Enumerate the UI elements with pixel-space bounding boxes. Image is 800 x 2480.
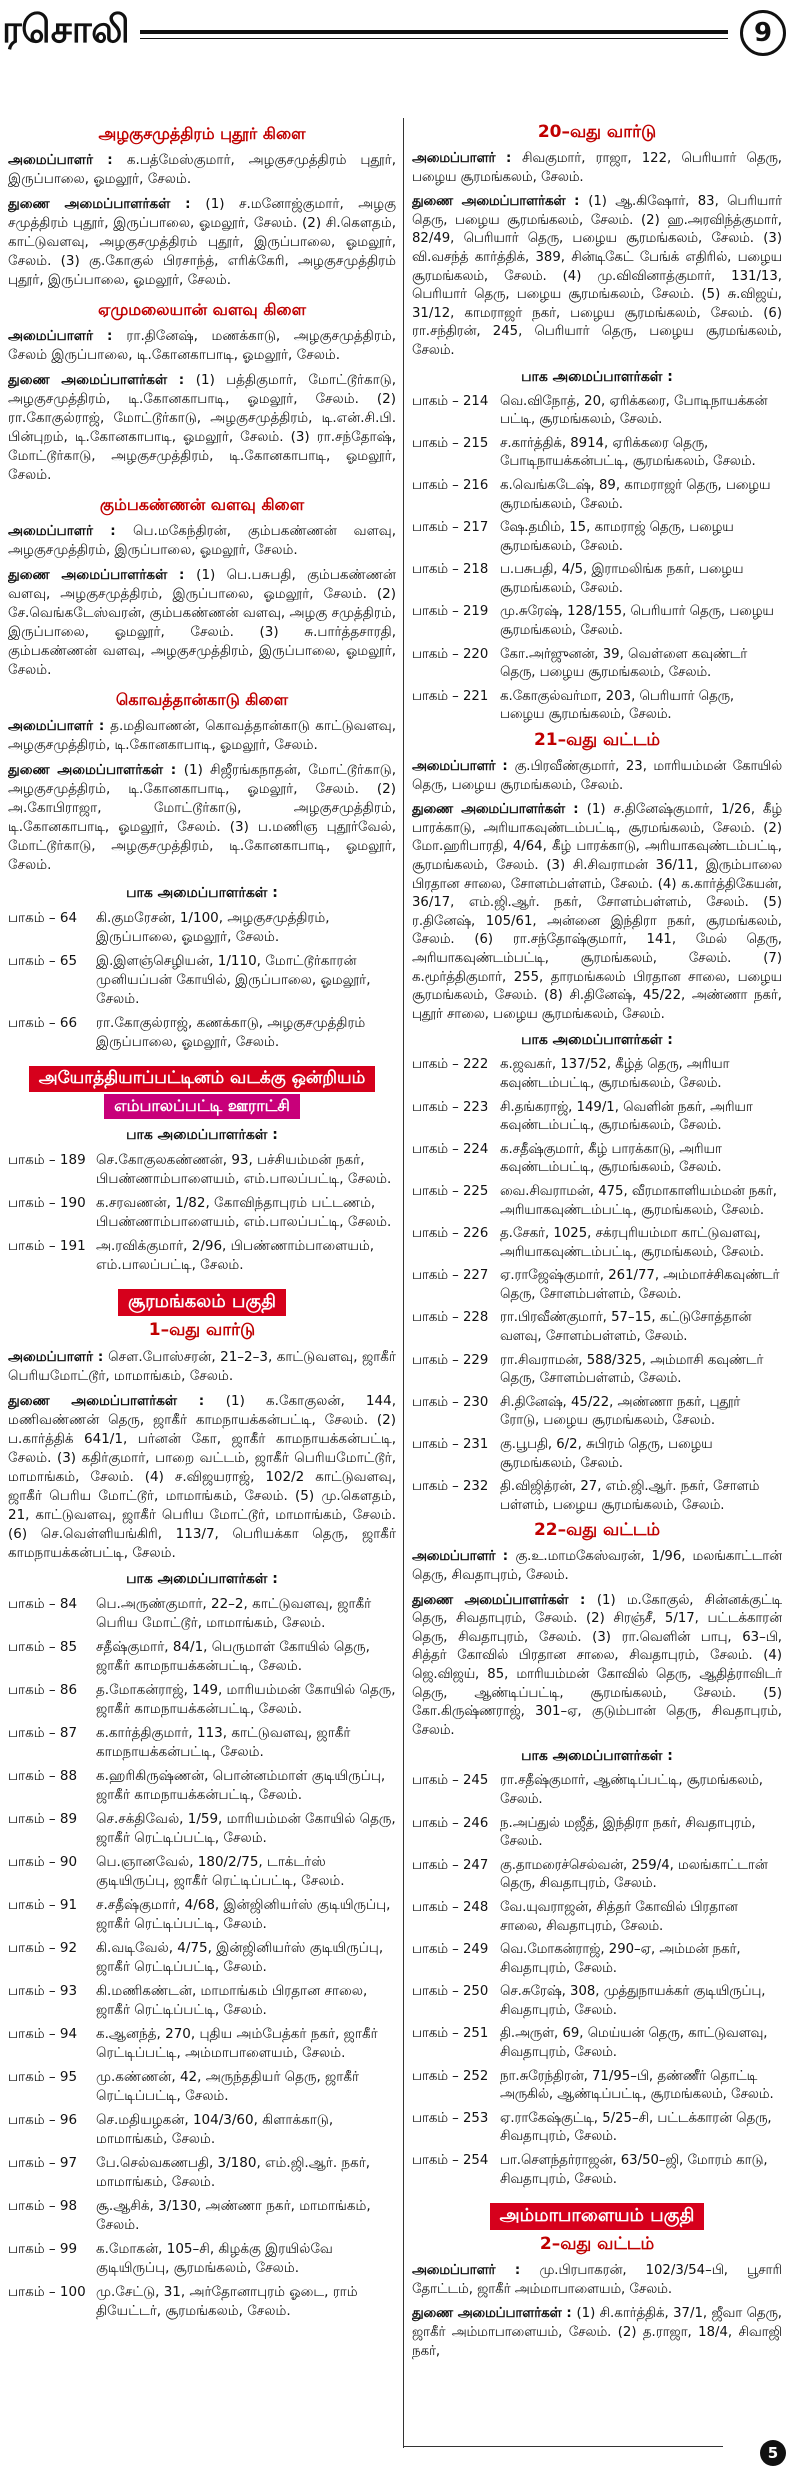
booth-number: பாகம் – 97: [8, 2155, 78, 2171]
booth-row: [412, 2152, 782, 2189]
booth-organizer: ரா.சிவராமன், 588/325, அம்மாசி கவுண்டர் தெரு, சோளம்பள்ளம், சேலம்.: [500, 1352, 764, 1387]
booth-organizer: ரா.கோகுல்ராஜ், கணக்காடு, அழகுசமுத்திரம் இருப்பாலை, ஓமலூர், சேலம்.: [96, 1015, 366, 1050]
booth-organizer: க.மோகன், 105–சி, கிழக்கு இரயில்வே குடியிருப்பு, சூரமங்கலம், சேலம்.: [96, 2241, 333, 2276]
left-column: [8, 118, 396, 2438]
booth-row: [412, 1099, 782, 1136]
officer-paragraph: [412, 1592, 782, 1741]
officer-details: (1) ச.மனோஜ்குமார், அழகு சமுத்திரம் புதூர், இருப்பாலை, ஓமலூர், சேலம். (2) சி.கௌதம், காட்டுவளவு, அழகுசமுத்திரம் புதூர், இருப்பாலை, ஓமலூர், சேலம். (3) கு.கோகுல் பிரசாந்த், எரிக்கேரி, அழகுசமுத்திரம் புதூர், இருப்பாலை, ஓமலூர், சேலம்.: [8, 196, 396, 288]
booth-number: பாகம் – 217: [412, 520, 489, 536]
booth-row: [8, 2068, 396, 2106]
booth-row: [8, 2154, 396, 2192]
officer-details: (1) ஆ.கிஷோர், 83, பெரியார் தெரு, பழைய சூரமங்கலம், சேலம். (2) ஹ.அரவிந்த்குமார், 82/49, பெரியார் தெரு, பழைய சூரமங்கலம், சேலம். (3) வி.வசந்த் கார்த்திக், 389, சின்டிகேட் பேங்க் எதிரில், பழைய சூரமங்கலம், சேலம். (4) மு.விவினாத்குமார், 131/13, பெரியார் தெரு, பழைய சூரமங்கலம், சேலம். (5) சு.விஜய், 31/12, காமராஜர் நகர், பழைய சூரமங்கலம், சேலம். (6) ரா.சந்திரன், 245, பெரியார் தெரு, பழைய சூரமங்கலம், சேலம்.: [412, 194, 782, 358]
booth-number: பாகம் – 93: [8, 1983, 78, 1999]
officer-role-label: துணை அமைப்பாளர்கள் :: [412, 802, 587, 818]
booth-row: [8, 1853, 396, 1891]
booth-number: பாகம் – 95: [8, 2069, 78, 2085]
booth-organizer: வெ.விநோத், 20, ஏரிக்கரை, போடிநாயக்கன் பட்டி, சூரமங்கலம், சேலம்.: [500, 393, 768, 428]
booth-organizer: ஏ.ராகேஷ்குட்டி, 5/25–சி, பட்டக்காரன் தெரு, சிவதாபுரம், சேலம்.: [500, 2110, 772, 2145]
booth-number: பாகம் – 191: [8, 1238, 86, 1254]
officer-role-label: துணை அமைப்பாளர்கள் :: [8, 372, 196, 388]
booth-number: பாகம் – 214: [412, 393, 489, 409]
booth-number: பாகம் – 66: [8, 1015, 78, 1031]
booth-organizer: வை.சிவராமன், 475, வீரமாகாளியம்மன் நகர், அரியாகவுண்டம்பட்டி, சூரமங்கலம், சேலம்.: [500, 1183, 777, 1218]
booth-organizer: ரா.பிரவீண்குமார், 57–15, கட்டுசோத்தான் வளவு, சோளம்பள்ளம், சேலம்.: [500, 1310, 752, 1345]
officer-role-label: துணை அமைப்பாளர்கள் :: [412, 194, 589, 210]
booth-organizer: ந.அப்துல் மஜீத், இந்திரா நகர், சிவதாபுரம், சேலம்.: [500, 1815, 756, 1850]
branch-section: [8, 690, 396, 875]
branch-title: அழகுசமுத்திரம் புதூர் கிளை: [98, 124, 306, 143]
booth-organizer: சி.தங்கராஜ், 149/1, வெளின் நகர், அரியா கவுண்டம்பட்டி, சூரமங்கலம், சேலம்.: [500, 1099, 753, 1134]
officer-details: (1) ம.கோகுல், சின்னக்குட்டி தெரு, சிவதாபுரம், சேலம். (2) சிரஞ்சீ, 5/17, பட்டக்காரன் தெரு, சிவதாபுரம், சேலம். (3) ரா.வெளின் பாபு, 63–பி, சித்தர் கோவில் பிரதான சாலை, சிவதாபுரம், சேலம். (4) ஜெ.விஜய், 85, மாரியம்மன் கோவில் தெரு, ஆதித்ராவிடர் தெரு, ஆண்டிப்பட்டி, சூரமங்கலம், சேலம். (5) கோ.கிருஷ்ணராஜ், 301–ஏ, குடும்பான் தெரு, சிவதாபுரம், சேலம்.: [412, 1592, 782, 1738]
booth-organizer: க.சரவணன், 1/82, கோவிந்தாபுரம் பட்டணம், பிபண்ணாம்பாளையம், எம்.பாலப்பட்டி, சேலம்.: [96, 1195, 392, 1230]
officer-paragraph: [8, 1392, 396, 1563]
officer-paragraph: [412, 193, 782, 360]
booth-organizer: ச.கார்த்திக், 8914, ஏரிக்கரை தெரு, போடிநாயக்கன்பட்டி, சூரமங்கலம், சேலம்.: [500, 435, 756, 470]
booth-organizer: செ.சக்திவேல், 1/59, மாரியம்மன் கோயில் தெரு, ஜாகீர் ரெட்டிப்பட்டி, சேலம்.: [96, 1811, 396, 1846]
booth-organizer: கோ.அர்ஜுனன், 39, வெள்ளை கவுண்டர் தெரு, பழைய சூரமங்கலம், சேலம்.: [500, 646, 748, 681]
booth-row: [412, 1899, 782, 1936]
officer-role-label: அமைப்பாளர் :: [8, 328, 127, 344]
officer-role-label: துணை அமைப்பாளர்கள் :: [412, 1592, 597, 1608]
booth-row: [412, 1309, 782, 1346]
booth-number: பாகம் – 254: [412, 2153, 489, 2169]
booth-row: [8, 1939, 396, 1977]
booth-row: [412, 646, 782, 683]
officer-paragraph: [8, 717, 396, 755]
booth-number: பாகம் – 89: [8, 1811, 78, 1827]
officer-role-label: அமைப்பாளர் :: [412, 759, 515, 775]
booth-number: பாகம் – 220: [412, 646, 489, 662]
booth-number: பாகம் – 85: [8, 1639, 78, 1655]
booth-number: பாகம் – 252: [412, 2068, 489, 2084]
footer-rule: [403, 2446, 723, 2447]
booth-row: [412, 1267, 782, 1304]
booth-number: பாகம் – 91: [8, 1897, 78, 1913]
branch-title: கொவத்தான்காடு கிளை: [115, 690, 289, 709]
officer-details: (1) சிஜீரங்கநாதன், மோட்டூர்காடு, அழகுசமுத்திரம், டி.கோனகாபாடி, ஓமலூர், சேலம். (2) அ.கோபிராஜா, மோட்டூர்காடு, அழகுசமுத்திரம், டி.கோனகாபாடி, ஓமலூர், சேலம். (3) ப.மணிஞ புதூர்வேல், மோட்டூர்காடு, அழகுசமுத்திரம், டி.கோனகாபாடி, ஓமலூர், சேலம்.: [8, 762, 396, 873]
booth-number: பாகம் – 251: [412, 2026, 489, 2042]
booth-organizer: க.ஹரிகிருஷ்ணன், பொன்னம்மாள் குடியிருப்பு, ஜாகீர் காமநாயக்கன்பட்டி, சேலம்.: [96, 1768, 386, 1803]
booth-organizer: பெ.ஞானவேல், 180/2/75, டாக்டர்ஸ் குடியிருப்பு, ஜாகீர் ரெட்டிப்பட்டி, சேலம்.: [96, 1854, 345, 1889]
officer-paragraph: [8, 151, 396, 189]
booth-number: பாகம் – 218: [412, 562, 489, 578]
booth-row: [8, 1595, 396, 1633]
booth-organizer: சதீஷ்குமார், 84/1, பெருமாள் கோயில் தெரு, ஜாகீர் காமநாயக்கன்பட்டி, சேலம்.: [96, 1639, 370, 1674]
ward-title: 22–வது வட்டம்: [533, 1520, 661, 1541]
branch-section: [8, 495, 396, 680]
booth-row: [412, 2110, 782, 2147]
booth-organizer: ரா.சதீஷ்குமார், ஆண்டிப்பட்டி, சூரமங்கலம், சேலம்.: [500, 1773, 763, 1807]
booth-number: பாகம் – 190: [8, 1195, 86, 1211]
booth-organizer: மு.கண்ணன், 42, அருந்ததியர் தெரு, ஜாகீர் ரெட்டிப்பட்டி, சேலம்.: [96, 2069, 360, 2104]
officer-details: (1) சி.கார்த்திக், 37/1, ஜீவா தெரு, ஜாகீர் அம்மாபாளையம், சேலம். (2) த.ராஜா, 18/4, சிவாஜி நகர்,: [412, 2306, 782, 2359]
booth-organizer: தி.விஜித்ரன், 27, எம்.ஜி.ஆர். நகர், சோளம் பள்ளம், பழைய சூரமங்கலம், சேலம்.: [500, 1479, 760, 1513]
booth-row: [8, 1638, 396, 1676]
booth-organizer: கி.வடிவேல், 4/75, இன்ஜினியர்ஸ் குடியிருப்பு, ஜாகீர் ரெட்டிப்பட்டி, சேலம்.: [96, 1940, 384, 1975]
branch-title: கும்பகண்ணன் வளவு கிளை: [99, 495, 305, 514]
area-banner: அம்மாபாளையம் பகுதி: [490, 2203, 705, 2230]
booth-organizer: க.கோகுல்வர்மா, 203, பெரியார் தெரு, பழைய சூரமங்கலம், சேலம்.: [500, 688, 735, 723]
booth-row: [412, 1056, 782, 1093]
officer-role-label: அமைப்பாளர் :: [412, 1549, 516, 1565]
area-banner: சூரமங்கலம் பகுதி: [118, 1289, 286, 1316]
booth-row: [8, 909, 396, 947]
booth-heading: பாக அமைப்பாளர்கள் :: [126, 885, 278, 901]
booth-number: பாகம் – 225: [412, 1183, 489, 1199]
booth-row: [8, 1681, 396, 1719]
officer-details: (1) பத்திகுமார், மோட்டூர்காடு, அழகுசமுத்திரம், டி.கோனகாபாடி, ஓமலூர், சேலம். (2) ரா.கோகுல்ராஜ், மோட்டூர்காடு, அழகுசமுத்திரம், டி.என்.சி.பி. பின்புறம், டி.கோனகாபாடி, ஓமலூர், சேலம். (3) ரா.சந்தோஷ், மோட்டூர்காடு, அழகுசமுத்திரம், டி.கோனகாபாடி, ஓமலூர், சேலம்.: [8, 372, 396, 483]
booth-number: பாகம் – 64: [8, 910, 78, 926]
booth-number: பாகம் – 229: [412, 1352, 489, 1368]
officer-paragraph: [412, 801, 782, 1024]
booth-organizer: வே.யுவராஜன், சித்தர் கோவில் பிரதான சாலை, சிவதாபுரம், சேலம்.: [500, 1899, 738, 1934]
booth-row: [412, 1352, 782, 1389]
booth-row: [8, 2197, 396, 2235]
booth-organizer: மு.சுரேஷ், 128/155, பெரியார் தெரு, பழைய சூரமங்கலம், சேலம்.: [500, 604, 774, 639]
officer-role-label: அமைப்பாளர் :: [8, 718, 111, 734]
branch-title: ஏமுமலையான் வளவு கிளை: [98, 300, 306, 319]
booth-number: பாகம் – 230: [412, 1394, 489, 1410]
page-header: [0, 0, 800, 70]
booth-heading: பாக அமைப்பாளர்கள் :: [126, 1571, 278, 1587]
booth-number: பாகம் – 232: [412, 1479, 489, 1495]
column-divider: [403, 118, 404, 2448]
officer-paragraph: [412, 758, 782, 795]
booth-organizer: ஷே.தமிம், 15, காமராஜ் தெரு, பழைய சூரமங்கலம், சேலம்.: [500, 520, 734, 554]
booth-organizer: க.வெங்கடேஷ், 89, காமராஜர் தெரு, பழைய சூரமங்கலம், சேலம்.: [500, 477, 771, 512]
booth-row: [412, 1225, 782, 1262]
booth-number: பாகம் – 86: [8, 1682, 78, 1698]
officer-details: (1) ச.தினேஷ்குமார், 1/26, கீழ் பாரக்காடு, அரியாகவுண்டம்பட்டி, சூரமங்கலம், சேலம். (2) மோ.ஹரிபாரதி, 4/64, கீழ் பாரக்காடு, அரியாகவுண்டம்பட்டி, சூரமங்கலம், சேலம். (3) சி.சிவராமன் 36/11, இரும்பாலை பிரதான சாலை, சோளம்பள்ளம், சேலம். (4) க.கார்த்திகேயன், 36/17, எம்.ஜி.ஆர். நகர், சோளம்பள்ளம், சேலம். (5) ர.தினேஷ், 105/61, அன்னை இந்திரா நகர், சூரமங்கலம், சேலம். (6) ரா.சந்தோஷ்குமார், 141, மேல் தெரு, அரியாகவுண்டம்பட்டி, சூரமங்கலம், சேலம். (7) க.மூர்த்திகுமார், 255, தாரமங்கலம் பிரதான சாலை, பழைய சூரமங்கலம், சேலம். (8) சி.தினேஷ், 45/22, அண்ணா நகர், புதூர் சாலை, பழைய சூரமங்கலம், சேலம்.: [412, 802, 782, 1022]
booth-row: [412, 1983, 782, 2020]
officer-details: கு.உ.மாமகேஸ்வரன், 1/96, மலங்காட்டான் தெரு, சிவதாபுரம், சேலம்.: [412, 1549, 782, 1583]
booth-row: [8, 1151, 396, 1189]
booth-row: [8, 1237, 396, 1275]
booth-number: பாகம் – 92: [8, 1940, 78, 1956]
booth-number: பாகம் – 231: [412, 1437, 489, 1453]
booth-organizer: க.ஆனந்த், 270, புதிய அம்பேத்கர் நகர், ஜாகீர் ரெட்டிப்பட்டி, அம்மாபாளையம், சேலம்.: [96, 2026, 378, 2061]
ward-title: 2–வது வட்டம்: [539, 2234, 655, 2255]
ward-title: 20–வது வார்டு: [537, 122, 657, 142]
booth-organizer: வெ.மோகன்ராஜ், 290–ஏ, அம்மன் நகர், சிவதாபுரம், சேலம்.: [500, 1942, 741, 1976]
officer-details: (1) க.கோகுலன், 144, மணிவண்ணன் தெரு, ஜாகீர் காமநாயக்கன்பட்டி, சேலம். (2) ப.கார்த்திக் 641/1, பர்னன் கோ, ஜாகீர் காமநாயக்கன்பட்டி, சேலம். (3) கதிர்குமார், பாறை வட்டம், ஜாகீர் பெரியமோட்டூர், மாமாங்கம், சேலம். (4) ச.விஜயராஜ், 102/2 காட்டுவளவு, ஜாகீர் பெரிய மோட்டூர், மாமாங்கம், சேலம். (5) மு.கௌதம், 21, காட்டுவளவு, ஜாகீர் பெரிய மோட்டூர், மாமாங்கம், சேலம். (6) செ.வெள்ளியங்கிரி, 113/7, பெரியக்கா தெரு, ஜாகீர் காமநாயக்கன்பட்டி, சேலம்.: [8, 1393, 396, 1561]
booth-row: [412, 1478, 782, 1515]
booth-row: [412, 1183, 782, 1220]
booth-number: பாகம் – 228: [412, 1310, 489, 1326]
officer-paragraph: [8, 566, 396, 680]
booth-row: [412, 1941, 782, 1978]
footer-page-marker: 5: [760, 2440, 786, 2466]
booth-number: பாகம் – 248: [412, 1899, 489, 1915]
booth-number: பாகம் – 246: [412, 1815, 489, 1831]
booth-organizer: பா.செளந்தர்ராஜன், 63/50–ஜி, மோரம் காடு, சிவதாபுரம், சேலம்.: [500, 2153, 768, 2187]
booth-organizer: ச.சதீஷ்குமார், 4/68, இன்ஜினியர்ஸ் குடியிருப்பு, ஜாகீர் ரெட்டிப்பட்டி, சேலம்.: [96, 1897, 391, 1932]
booth-organizer: மு.சேட்டு, 31, அர்தோனாபுரம் ஓடை, ராம் தியேட்டர், சூரமங்கலம், சேலம்.: [96, 2284, 358, 2319]
branch-section: [8, 124, 396, 290]
officer-paragraph: [8, 761, 396, 875]
booth-organizer: கி.குமரேசன், 1/100, அழகுசமுத்திரம், இருப்பாலை, ஓமலூர், சேலம்.: [96, 910, 330, 945]
officer-paragraph: [8, 371, 396, 485]
officer-role-label: துணை அமைப்பாளர்கள் :: [8, 567, 197, 583]
ward-title: 21–வது வட்டம்: [533, 730, 661, 751]
booth-row: [412, 561, 782, 598]
booth-organizer: செ.மதியழகன், 104/3/60, கிளாக்காடு, மாமாங்கம், சேலம்.: [96, 2112, 334, 2147]
booth-number: பாகம் – 65: [8, 953, 78, 969]
officer-paragraph: [8, 327, 396, 365]
booth-number: பாகம் – 250: [412, 1984, 489, 2000]
booth-heading: பாக அமைப்பாளர்கள் :: [521, 1032, 673, 1049]
officer-paragraph: [8, 1348, 396, 1386]
booth-row: [8, 1014, 396, 1052]
booth-row: [8, 1767, 396, 1805]
booth-heading: பாக அமைப்பாளர்கள் :: [521, 368, 673, 385]
officer-details: பெ.மகேந்திரன், கும்பகண்ணன் வளவு, அழகுசமுத்திரம், இருப்பாலை, ஓமலூர், சேலம்.: [8, 523, 396, 558]
officer-role-label: அமைப்பாளர் :: [412, 2263, 540, 2279]
officer-details: கு.பிரவீண்குமார், 23, மாரியம்மன் கோயில் தெரு, பழைய சூரமங்கலம், சேலம்.: [412, 759, 782, 793]
booth-organizer: செ.கோகுலகண்ணன், 93, பச்சியம்மன் நகர், பிபண்ணாம்பாளையம், எம்.பாலப்பட்டி, சேலம்.: [96, 1152, 392, 1187]
booth-organizer: க.ஜவகர், 137/52, கீழ்த் தெரு, அரியா கவுண்டம்பட்டி, சூரமங்கலம், சேலம்.: [500, 1057, 730, 1091]
officer-details: சௌ.போஸ்சரன், 21–2–3, காட்டுவளவு, ஜாகீர் பெரியமோட்டூர், மாமாங்கம், சேலம்.: [8, 1349, 396, 1384]
booth-organizer: கு.தாமரைச்செல்வன், 259/4, மலங்காட்டான் தெரு, சிவதாபுரம், சேலம்.: [500, 1857, 768, 1892]
officer-role-label: துணை அமைப்பாளர்கள் :: [8, 196, 206, 212]
booth-heading: பாக அமைப்பாளர்கள் :: [126, 1127, 278, 1143]
booth-number: பாகம் – 87: [8, 1725, 78, 1741]
masthead-title: ரசொலி: [2, 7, 130, 51]
booth-number: பாகம் – 245: [412, 1773, 489, 1789]
booth-number: பாகம் – 222: [412, 1057, 489, 1073]
officer-role-label: துணை அமைப்பாளர்கள் :: [412, 2306, 577, 2322]
booth-number: பாகம் – 215: [412, 435, 489, 451]
header-rule-thin: [140, 38, 728, 39]
booth-number: பாகம் – 221: [412, 688, 489, 704]
officer-paragraph: [412, 2262, 782, 2299]
booth-organizer: த.மோகன்ராஜ், 149, மாரியம்மன் கோயில் தெரு, ஜாகீர் காமநாயக்கன்பட்டி, சேலம்.: [96, 1682, 396, 1717]
officer-paragraph: [412, 1548, 782, 1585]
booth-row: [8, 1982, 396, 2020]
booth-organizer: செ.சுரேஷ், 308, முத்துநாயக்கர் குடியிருப்பு, சிவதாபுரம், சேலம்.: [500, 1984, 766, 2018]
booth-number: பாகம் – 96: [8, 2112, 78, 2128]
booth-number: பாகம் – 88: [8, 1768, 78, 1784]
booth-row: [412, 393, 782, 430]
officer-role-label: துணை அமைப்பாளர்கள் :: [8, 762, 184, 778]
booth-number: பாகம் – 84: [8, 1596, 78, 1612]
booth-organizer: நா.சுரேந்திரன், 71/95–பி, தண்ணீர் தொட்டி அருகில், ஆண்டிப்பட்டி, சூரமங்கலம், சேலம்.: [500, 2068, 774, 2103]
booth-organizer: ஏ.ராஜேஷ்குமார், 261/77, அம்மாச்சிகவுண்டர் தெரு, சோளம்பள்ளம், சேலம்.: [500, 1268, 780, 1302]
officer-paragraph: [412, 150, 782, 187]
booth-organizer: க.சதீஷ்குமார், கீழ் பாரக்காடு, அரியா கவுண்டம்பட்டி, சூரமங்கலம், சேலம்.: [500, 1141, 722, 1176]
booth-row: [412, 1815, 782, 1852]
officer-details: க.பத்மேஸ்குமார், அழகுசமுத்திரம் புதூர், இருப்பாலை, ஓமலூர், சேலம்.: [8, 152, 396, 187]
booth-row: [8, 1724, 396, 1762]
booth-row: [412, 1394, 782, 1431]
booth-number: பாகம் – 247: [412, 1857, 489, 1873]
booth-number: பாகம் – 224: [412, 1141, 489, 1157]
header-rule: [140, 30, 728, 34]
booth-number: பாகம் – 189: [8, 1152, 86, 1168]
booth-number: பாகம் – 253: [412, 2110, 489, 2126]
booth-row: [8, 1896, 396, 1934]
booth-row: [8, 2025, 396, 2063]
booth-row: [8, 2111, 396, 2149]
booth-number: பாகம் – 94: [8, 2026, 78, 2042]
booth-row: [412, 1436, 782, 1473]
ward-title: 1–வது வார்டு: [148, 1320, 256, 1340]
officer-role-label: அமைப்பாளர் :: [8, 523, 133, 539]
booth-organizer: இ.இளஞ்செழியன், 1/110, மோட்டூர்காரன் முனியப்பன் கோயில், இருப்பாலை, ஓமலூர், சேலம்.: [96, 953, 371, 1007]
booth-organizer: அ.ரவிக்குமார், 2/96, பிபண்ணாம்பாளையம், எம்.பாலப்பட்டி, சேலம்.: [96, 1238, 375, 1273]
booth-number: பாகம் – 227: [412, 1268, 489, 1284]
booth-number: பாகம் – 219: [412, 604, 489, 620]
booth-row: [412, 477, 782, 514]
booth-organizer: சூ.ஆசிக், 3/130, அண்ணா நகர், மாமாங்கம், சேலம்.: [96, 2198, 371, 2233]
officer-details: (1) பெ.பசுபதி, கும்பகண்ணன் வளவு, அழகுசமுத்திரம், இருப்பாலை, ஓமலூர், சேலம். (2) சே.வெங்கடேஸ்வரன், கும்பகண்ணன் வளவு, அழகு சமுத்திரம், இருப்பாலை, ஓமலூர், சேலம். (3) சு.பார்த்தசாரதி, கும்பகண்ணன் வளவு, அழகுசமுத்திரம், இருப்பாலை, ஓமலூர், சேலம்.: [8, 567, 396, 678]
booth-row: [412, 1141, 782, 1178]
booth-number: பாகம் – 100: [8, 2284, 86, 2300]
booth-row: [412, 1857, 782, 1894]
booth-organizer: பே.செல்வகணபதி, 3/180, எம்.ஜி.ஆர். நகர், மாமாங்கம், சேலம்.: [96, 2155, 371, 2190]
booth-organizer: கு.பூபதி, 6/2, சுபிரம் தெரு, பழைய சூரமங்கலம், சேலம்.: [500, 1437, 713, 1471]
booth-organizer: தி.அருள், 69, மெய்யன் தெரு, காட்டுவளவு, சிவதாபுரம், சேலம்.: [500, 2026, 768, 2061]
booth-row: [8, 2283, 396, 2321]
booth-number: பாகம் – 216: [412, 477, 489, 493]
officer-role-label: அமைப்பாளர் :: [412, 151, 522, 166]
booth-row: [412, 1772, 782, 1809]
booth-organizer: க.கார்த்திகுமார், 113, காட்டுவளவு, ஜாகீர் காமநாயக்கன்பட்டி, சேலம்.: [96, 1725, 351, 1760]
booth-organizer: த.சேகர், 1025, சக்ரபுரியம்மா காட்டுவளவு, அரியாகவுண்டம்பட்டி, சூரமங்கலம், சேலம்.: [500, 1226, 765, 1260]
booth-row: [8, 2240, 396, 2278]
union-banner: அயோத்தியாப்பட்டினம் வடக்கு ஒன்றியம்: [29, 1066, 376, 1092]
booth-organizer: ப.பசுபதி, 4/5, இராமலிங்க நகர், பழைய சூரமங்கலம், சேலம்.: [500, 562, 744, 596]
booth-row: [412, 2068, 782, 2105]
booth-row: [412, 2025, 782, 2062]
booth-number: பாகம் – 98: [8, 2198, 78, 2214]
officer-role-label: அமைப்பாளர் :: [8, 152, 127, 168]
booth-row: [8, 952, 396, 1009]
right-column: [412, 118, 782, 2438]
officer-role-label: அமைப்பாளர் :: [8, 1349, 109, 1365]
booth-row: [8, 1194, 396, 1232]
officer-details: த.மதிவாணன், கொவத்தான்காடு காட்டுவளவு, அழகுசமுத்திரம், டி.கோனகாபாடி, ஓமலூர், சேலம்.: [8, 718, 396, 753]
officer-details: சிவகுமார், ராஜா, 122, பெரியார் தெரு, பழைய சூரமங்கலம், சேலம்.: [412, 151, 782, 185]
booth-row: [412, 435, 782, 472]
booth-number: பாகம் – 223: [412, 1099, 489, 1115]
booth-number: பாகம் – 249: [412, 1942, 489, 1958]
booth-organizer: சி.தினேஷ், 45/22, அண்ணா நகர், புதூர் ரோடு, பழைய சூரமங்கலம், சேலம்.: [500, 1394, 741, 1429]
booth-row: [8, 1810, 396, 1848]
officer-paragraph: [8, 522, 396, 560]
officer-paragraph: [412, 2305, 782, 2361]
branch-section: [8, 300, 396, 485]
booth-row: [412, 519, 782, 556]
panchayat-banner: எம்பாலப்பட்டி ஊராட்சி: [104, 1094, 300, 1119]
booth-number: பாகம் – 90: [8, 1854, 78, 1870]
booth-row: [412, 603, 782, 640]
booth-organizer: பெ.அருண்குமார், 22–2, காட்டுவளவு, ஜாகீர் பெரிய மோட்டூர், மாமாங்கம், சேலம்.: [96, 1596, 372, 1631]
page-number-badge: 9: [740, 10, 786, 56]
officer-paragraph: [8, 195, 396, 290]
booth-heading: பாக அமைப்பாளர்கள் :: [521, 1748, 673, 1765]
booth-number: பாகம் – 226: [412, 1226, 489, 1242]
booth-number: பாகம் – 99: [8, 2241, 78, 2257]
officer-details: ரா.தினேஷ், மணக்காடு, அழகுசமுத்திரம், சேலம் இருப்பாலை, டி.கோனகாபாடி, ஓமலூர், சேலம்.: [8, 328, 396, 363]
booth-organizer: கி.மணிகண்டன், மாமாங்கம் பிரதான சாலை, ஜாகீர் ரெட்டிப்பட்டி, சேலம்.: [96, 1983, 368, 2018]
booth-row: [412, 688, 782, 725]
officer-details: மு.பிரபாகரன், 102/3/54–பி, பூசாரி தோட்டம், ஜாகீர் அம்மாபாளையம், சேலம்.: [412, 2263, 782, 2297]
officer-role-label: துணை அமைப்பாளர்கள் :: [8, 1393, 226, 1409]
